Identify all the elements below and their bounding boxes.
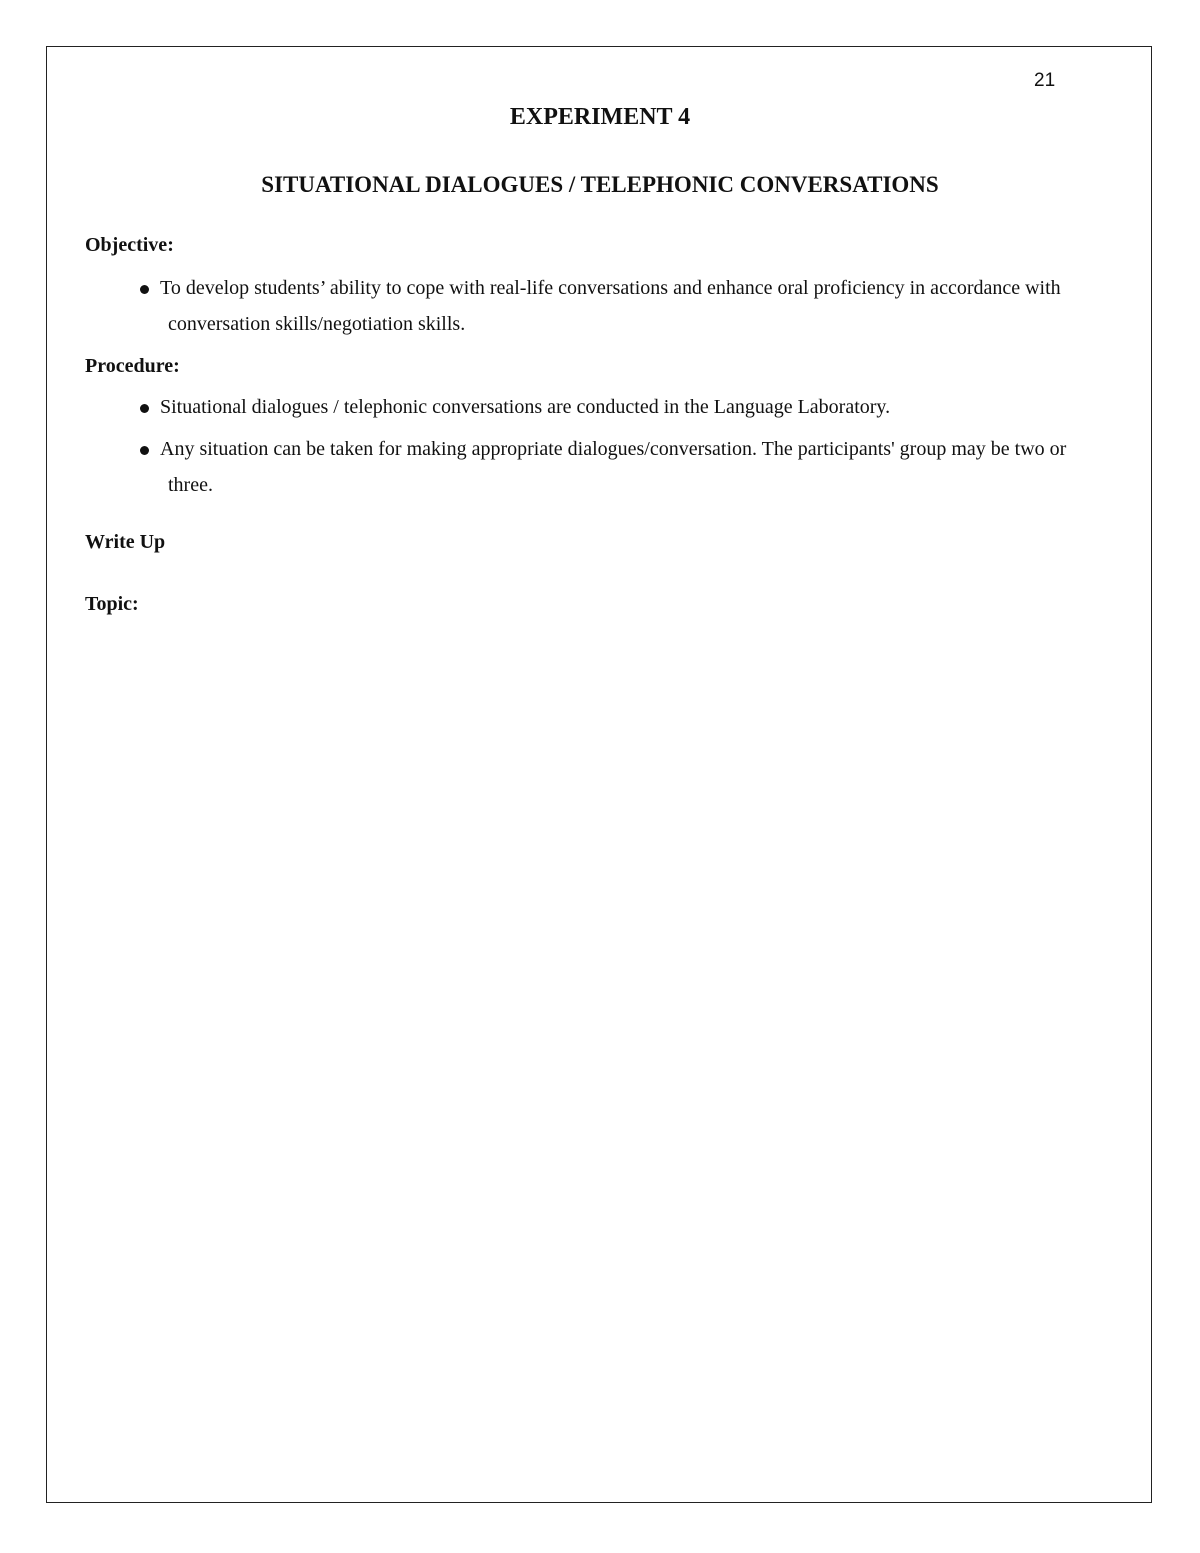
topic-heading: Topic:	[85, 593, 139, 615]
bullet-icon	[140, 285, 149, 294]
procedure-text: Any situation can be taken for making appropriate dialogues/conversation. The participants' group may be two or three.	[160, 438, 1067, 496]
page-number: 21	[1034, 70, 1056, 91]
procedure-text: Situational dialogues / telephonic conversations are conducted in the Language Laboratory.	[160, 396, 891, 418]
page-subtitle: SITUATIONAL DIALOGUES / TELEPHONIC CONVERSATIONS	[261, 172, 939, 197]
objective-list	[85, 270, 1105, 342]
list-item	[85, 270, 1105, 342]
page-border	[46, 46, 1152, 1503]
objective-heading: Objective:	[85, 234, 174, 256]
bullet-icon	[140, 404, 149, 413]
bullet-icon	[140, 446, 149, 455]
page-title: EXPERIMENT 4	[509, 104, 691, 130]
list-item	[85, 389, 1105, 425]
procedure-heading: Procedure:	[85, 355, 180, 377]
objective-text: To develop students’ ability to cope with real-life conversations and enhance oral proficiency in accordance with conversation skills/negotiation skills.	[160, 277, 1061, 335]
procedure-list	[85, 389, 1105, 503]
list-item	[85, 431, 1105, 503]
write-up-heading: Write Up	[85, 531, 166, 553]
